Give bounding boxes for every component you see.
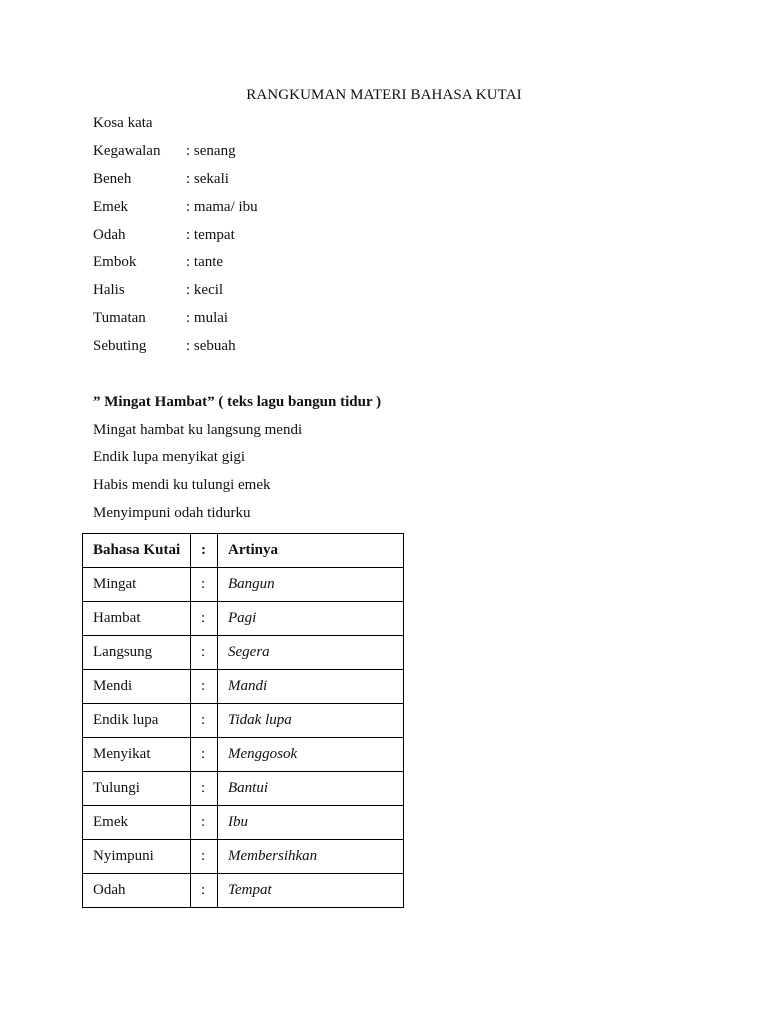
table-header-cell: : xyxy=(191,534,218,568)
table-row xyxy=(83,568,404,602)
vocab-term: Beneh xyxy=(93,171,132,187)
table-cell-word: Emek xyxy=(83,806,191,840)
table-cell-meaning: Tempat xyxy=(218,874,404,908)
vocab-meaning: : sekali xyxy=(186,171,229,187)
vocab-meaning: : sebuah xyxy=(186,338,236,354)
vocab-row xyxy=(93,254,223,271)
table-row xyxy=(83,874,404,908)
table-cell-word: Mingat xyxy=(83,568,191,602)
vocab-term: Kegawalan xyxy=(93,143,161,159)
table-header-row xyxy=(83,534,404,568)
vocab-term: Emek xyxy=(93,199,128,215)
table-cell-meaning: Menggosok xyxy=(218,738,404,772)
table-cell-word: Langsung xyxy=(83,636,191,670)
table-cell-separator: : xyxy=(191,670,218,704)
table-cell-separator: : xyxy=(191,772,218,806)
vocab-meaning: : mama/ ibu xyxy=(186,199,258,215)
table-cell-word: Mendi xyxy=(83,670,191,704)
table-cell-word: Endik lupa xyxy=(83,704,191,738)
song-line: Mingat hambat ku langsung mendi xyxy=(93,422,303,438)
vocab-row xyxy=(93,310,228,327)
table-row xyxy=(83,602,404,636)
table-cell-separator: : xyxy=(191,568,218,602)
vocab-meaning: : mulai xyxy=(186,310,229,326)
table-cell-word: Odah xyxy=(83,874,191,908)
table-cell-meaning: Membersihkan xyxy=(218,840,404,874)
vocab-term: Odah xyxy=(93,227,126,243)
vocab-meaning: : tante xyxy=(186,254,224,270)
song-line: Endik lupa menyikat gigi xyxy=(93,449,246,465)
song-line: Menyimpuni odah tidurku xyxy=(93,505,251,521)
table-cell-separator: : xyxy=(191,602,218,636)
vocab-row xyxy=(93,338,236,355)
table-header-cell: Artinya xyxy=(218,534,404,568)
table-row xyxy=(83,840,404,874)
vocab-meaning: : kecil xyxy=(186,282,224,298)
table-cell-word: Tulungi xyxy=(83,772,191,806)
table-cell-meaning: Segera xyxy=(218,636,404,670)
vocab-row xyxy=(93,282,223,299)
table-header-cell: Bahasa Kutai xyxy=(83,534,191,568)
table-cell-separator: : xyxy=(191,636,218,670)
vocab-term: Tumatan xyxy=(93,310,146,326)
vocab-meaning: : senang xyxy=(186,143,236,159)
table-row xyxy=(83,670,404,704)
table-cell-meaning: Bantui xyxy=(218,772,404,806)
table-cell-word: Menyikat xyxy=(83,738,191,772)
table-row xyxy=(83,806,404,840)
song-heading: ” Mingat Hambat” ( teks lagu bangun tidur ) xyxy=(93,394,382,410)
document-title: RANGKUMAN MATERI BAHASA KUTAI xyxy=(246,87,522,103)
table-cell-separator: : xyxy=(191,874,218,908)
table-cell-separator: : xyxy=(191,738,218,772)
table-row xyxy=(83,772,404,806)
table-cell-meaning: Pagi xyxy=(218,602,404,636)
table-cell-meaning: Bangun xyxy=(218,568,404,602)
vocab-term: Sebuting xyxy=(93,338,147,354)
vocab-row xyxy=(93,227,235,244)
vocab-row xyxy=(93,199,258,216)
vocab-term: Embok xyxy=(93,254,137,270)
table-row xyxy=(83,704,404,738)
vocab-meaning: : tempat xyxy=(186,227,235,243)
table-row xyxy=(83,636,404,670)
vocab-row xyxy=(93,143,236,160)
table-cell-meaning: Tidak lupa xyxy=(218,704,404,738)
table-row xyxy=(83,738,404,772)
table-cell-word: Nyimpuni xyxy=(83,840,191,874)
table-cell-separator: : xyxy=(191,840,218,874)
table-cell-word: Hambat xyxy=(83,602,191,636)
table-cell-meaning: Mandi xyxy=(218,670,404,704)
table-cell-separator: : xyxy=(191,806,218,840)
vocab-heading: Kosa kata xyxy=(93,115,153,131)
glossary-table xyxy=(82,533,404,908)
table-cell-meaning: Ibu xyxy=(218,806,404,840)
table-cell-separator: : xyxy=(191,704,218,738)
song-line: Habis mendi ku tulungi emek xyxy=(93,477,271,493)
vocab-row xyxy=(93,171,229,188)
vocab-term: Halis xyxy=(93,282,125,298)
